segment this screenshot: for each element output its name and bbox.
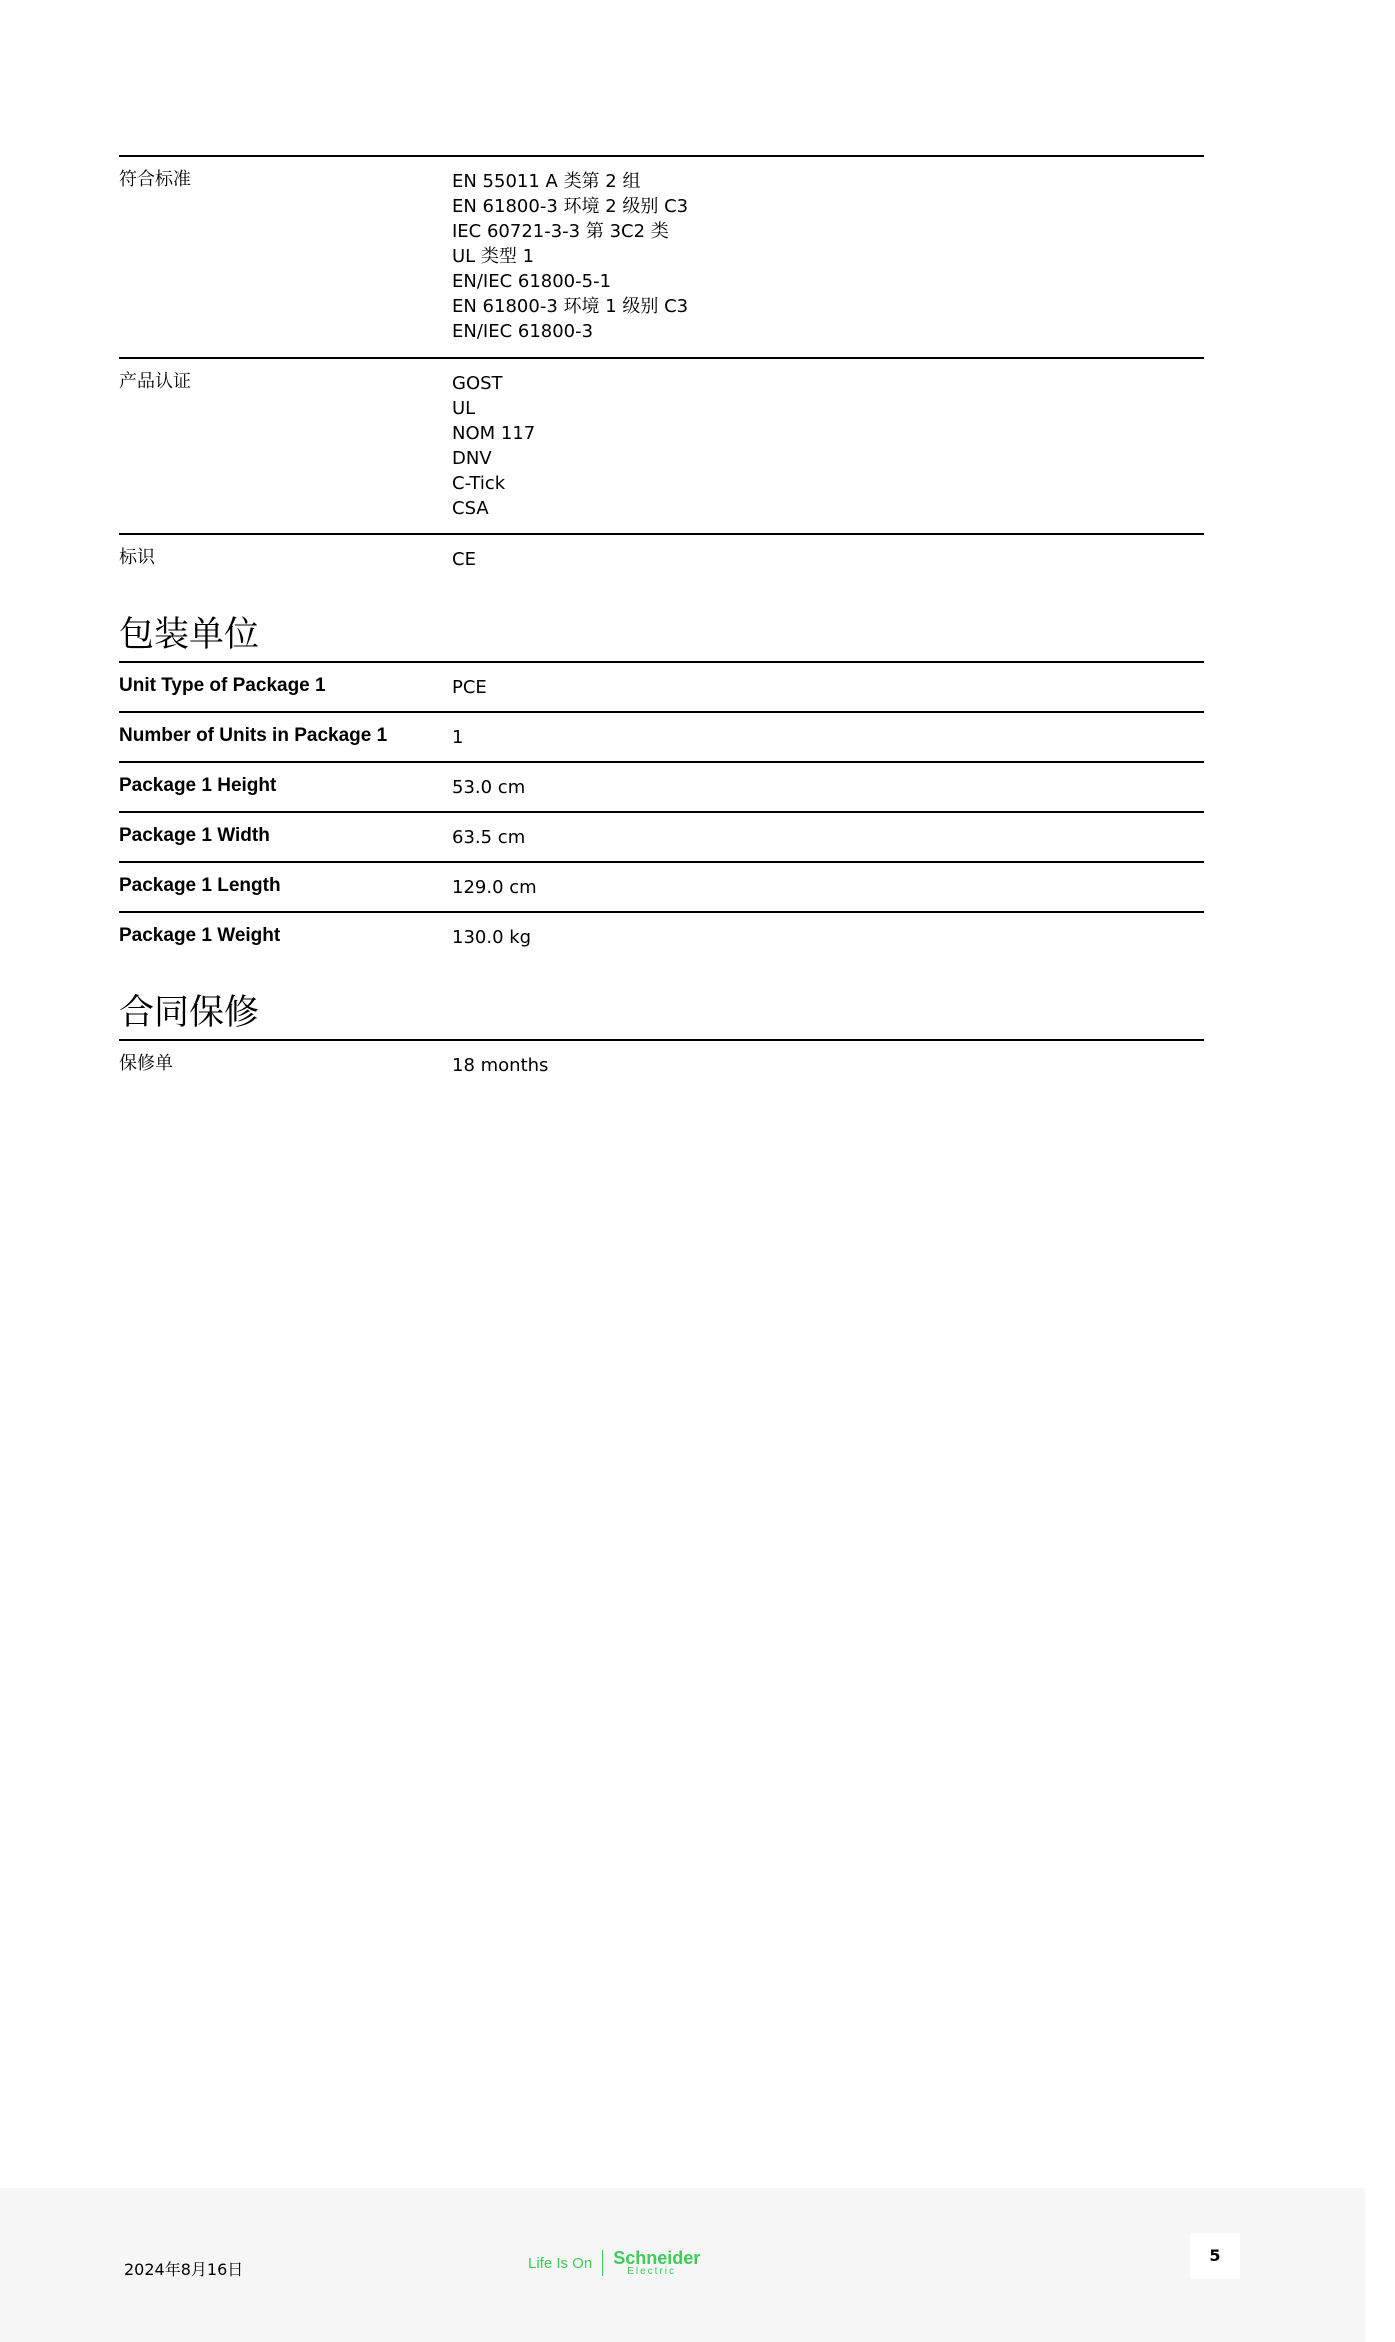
brand-wordmark <box>613 2249 700 2277</box>
spec-label: 标识 <box>119 547 155 568</box>
spec-value: DNV <box>452 448 492 469</box>
package-label: Unit Type of Package 1 <box>119 675 326 696</box>
package-value-text: 53.0 cm <box>452 777 526 798</box>
spec-values <box>452 545 1204 615</box>
spec-value: UL 类型 1 <box>452 246 535 267</box>
package-row <box>119 661 1204 711</box>
spec-row-certifications <box>119 357 1204 533</box>
spec-value: EN/IEC 61800-3 <box>452 321 594 342</box>
spec-label: 符合标准 <box>119 169 191 190</box>
spec-value: EN 61800-3 环境 1 级别 C3 <box>452 296 689 317</box>
package-value <box>452 673 1204 711</box>
spec-row-standards <box>119 155 1204 357</box>
tagline: Life Is On <box>528 2254 593 2272</box>
package-value-text: 1 <box>452 727 464 748</box>
warranty-value <box>452 1051 1204 1089</box>
spec-value: NOM 117 <box>452 423 536 444</box>
spec-value: UL <box>452 398 476 419</box>
section-title-packaging: 包装单位 <box>119 615 260 655</box>
page-number: 5 <box>1190 2233 1240 2279</box>
package-row <box>119 911 1204 993</box>
spec-value: EN/IEC 61800-5-1 <box>452 271 612 292</box>
logo-divider <box>602 2250 603 2276</box>
brand-name: Schneider <box>613 2248 701 2268</box>
package-label: Package 1 Length <box>119 875 281 896</box>
schneider-logo <box>528 2249 700 2277</box>
package-label: Number of Units in Package 1 <box>119 725 388 746</box>
package-value <box>452 923 1204 993</box>
spec-value: CE <box>452 549 476 570</box>
spec-value: EN 55011 A 类第 2 组 <box>452 171 641 192</box>
spec-value: IEC 60721-3-3 第 3C2 类 <box>452 221 669 242</box>
package-value <box>452 823 1204 861</box>
spec-values <box>452 167 1204 357</box>
page-footer <box>0 2188 1365 2342</box>
spec-value: C-Tick <box>452 473 506 494</box>
warranty-row <box>119 1039 1204 1089</box>
package-value <box>452 873 1204 911</box>
package-label: Package 1 Height <box>119 775 277 796</box>
spec-value: CSA <box>452 498 489 519</box>
package-value-text: 130.0 kg <box>452 927 532 948</box>
spec-values <box>452 369 1204 533</box>
package-label: Package 1 Weight <box>119 925 281 946</box>
spec-label: 产品认证 <box>119 371 191 392</box>
package-row <box>119 711 1204 761</box>
spec-content <box>119 155 1204 1089</box>
package-row <box>119 761 1204 811</box>
package-row <box>119 861 1204 911</box>
package-value <box>452 723 1204 761</box>
package-value-text: 63.5 cm <box>452 827 526 848</box>
brand-sub: Electric <box>627 2266 676 2277</box>
package-row <box>119 811 1204 861</box>
section-title-warranty: 合同保修 <box>119 993 260 1033</box>
footer-date: 2024年8月16日 <box>124 2260 244 2279</box>
warranty-value-text: 18 months <box>452 1055 549 1076</box>
package-label: Package 1 Width <box>119 825 270 846</box>
package-value-text: PCE <box>452 677 487 698</box>
package-value <box>452 773 1204 811</box>
spec-value: EN 61800-3 环境 2 级别 C3 <box>452 196 689 217</box>
spec-value: GOST <box>452 373 503 394</box>
package-value-text: 129.0 cm <box>452 877 537 898</box>
warranty-label: 保修单 <box>119 1053 173 1074</box>
spec-row-marking <box>119 533 1204 615</box>
